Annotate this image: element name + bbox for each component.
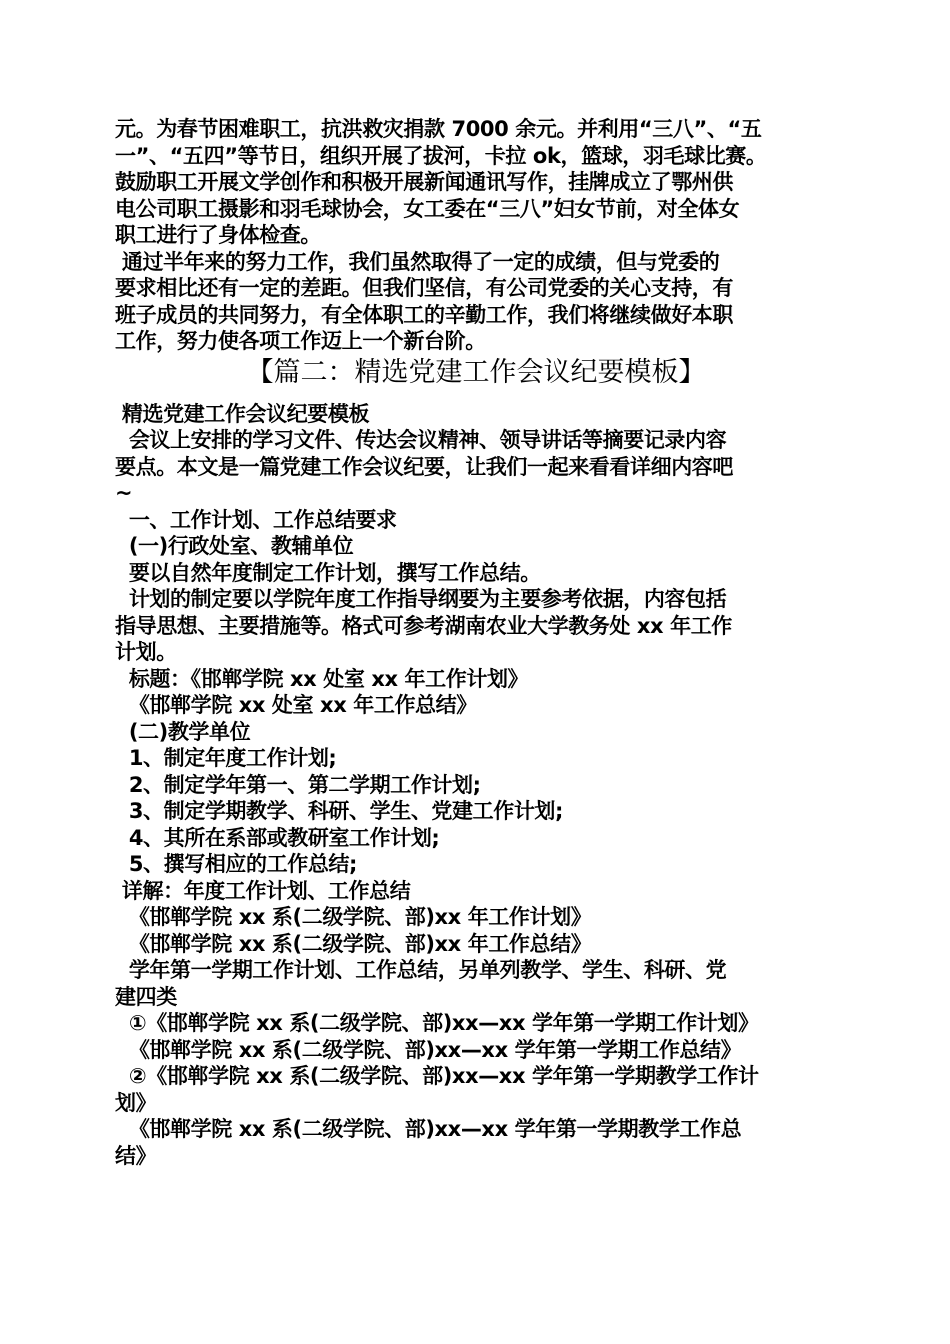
text-line: 精选党建工作会议纪要模板	[115, 401, 370, 426]
text-line: 元。为春节困难职工，抗洪救灾捐款 7000 余元。并利用“三八”、“五	[115, 117, 762, 141]
text-line: 电公司职工摄影和羽毛球协会，女工委在“三八”妇女节前，对全体女	[115, 196, 740, 221]
text-line: ~	[115, 481, 133, 505]
text-line: 《邯郸学院 xx 处室 xx 年工作总结》	[115, 693, 477, 717]
text-line: 计划的制定要以学院年度工作指导纲要为主要参考依据，内容包括	[115, 587, 727, 611]
text-line: 《邯郸学院 xx 系(二级学院、部)xx—xx 学年第一学期工作总结》	[115, 1037, 742, 1062]
text-line: 标题：《邯郸学院 xx 处室 xx 年工作计划》	[115, 666, 529, 691]
text-line: 会议上安排的学习文件、传达会议精神、领导讲话等摘要记录内容	[115, 428, 727, 452]
text-line: 学年第一学期工作计划、工作总结，另单列教学、学生、科研、党	[115, 958, 727, 982]
text-line: 一、工作计划、工作总结要求	[115, 507, 397, 532]
text-line: 4、其所在系部或教研室工作计划;	[115, 825, 440, 850]
text-line: 《邯郸学院 xx 系(二级学院、部)xx 年工作总结》	[115, 931, 592, 956]
text-line: 一”、“五四”等节日，组织开展了拔河，卡拉 ok，篮球，羽毛球比赛。	[115, 143, 767, 168]
text-line: 《邯郸学院 xx 系(二级学院、部)xx 年工作计划》	[115, 905, 592, 929]
text-line: 计划。	[115, 640, 177, 664]
text-line: 详解：年度工作计划、工作总结	[115, 878, 411, 903]
text-line: (一)行政处室、教辅单位	[115, 534, 354, 558]
text-line: 划》	[115, 1090, 157, 1115]
text-line: 鼓励职工开展文学创作和积极开展新闻通讯写作，挂牌成立了鄂州供	[115, 170, 733, 194]
text-line: 班子成员的共同努力，有全体职工的辛勤工作，我们将继续做好本职	[115, 302, 733, 327]
text-line: 要以自然年度制定工作计划，撰写工作总结。	[115, 560, 541, 585]
section-heading: 【篇二：精选党建工作会议纪要模板】	[246, 356, 706, 388]
report-body-continued	[115, 116, 837, 355]
text-line: 指导思想、主要措施等。格式可参考湖南农业大学教务处 xx 年工作	[115, 613, 732, 638]
text-line: 建四类	[115, 984, 177, 1009]
text-line: 5、撰写相应的工作总结;	[115, 852, 358, 876]
text-line: 要点。本文是一篇党建工作会议纪要，让我们一起来看看详细内容吧	[115, 454, 733, 479]
text-line: (二)教学单位	[115, 719, 251, 744]
text-line: ①《邯郸学院 xx 系(二级学院、部)xx—xx 学年第一学期工作计划》	[115, 1011, 759, 1035]
text-line: 通过半年来的努力工作，我们虽然取得了一定的成绩，但与党委的	[115, 249, 720, 274]
text-line: 2、制定学年第一、第二学期工作计划;	[115, 772, 481, 797]
text-line: ②《邯郸学院 xx 系(二级学院、部)xx—xx 学年第一学期教学工作计	[115, 1064, 759, 1088]
text-line: 《邯郸学院 xx 系(二级学院、部)xx—xx 学年第一学期教学工作总	[115, 1117, 742, 1141]
text-line: 职工进行了身体检查。	[115, 223, 321, 247]
text-line: 1、制定年度工作计划;	[115, 746, 337, 770]
document-page	[115, 116, 837, 1169]
text-line: 结》	[115, 1143, 157, 1168]
text-line: 要求相比还有一定的差距。但我们坚信，有公司党委的关心支持，有	[115, 276, 733, 300]
text-line: 3、制定学期教学、科研、学生、党建工作计划;	[115, 799, 564, 823]
meeting-minutes-body	[115, 401, 837, 1170]
text-line: 工作，努力使各项工作迈上一个新台阶。	[115, 329, 486, 353]
